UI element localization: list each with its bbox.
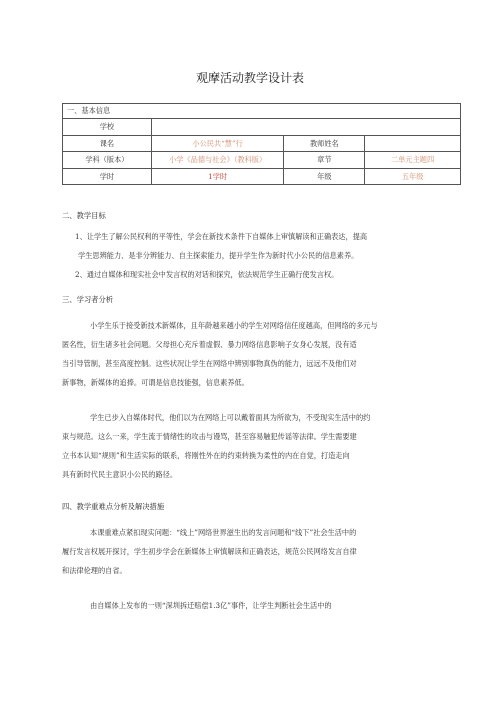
paragraph-line: 由自媒体上发布的一则“深圳拆迁赔偿1.3亿”事件，让学生判断社会生活中的 [90,601,332,610]
section-heading-key-difficulties: 四、教学重难点分析及解决措施 [62,502,165,511]
objective-line: 2、通过自媒体和现实社会中发言权的对话和探究，依法规范学生正确行使发言权。 [75,270,339,279]
objective-line: 1、让学生了解公民权利的平等性，学会在新技术条件下自媒体上审慎解读和正确表达，提高 [75,232,368,241]
hours-label: 学时 [63,168,152,185]
grade-label: 年级 [284,168,365,185]
paragraph-line: 新事物，新媒体的追捧。可谓是信息技能强，信息素养低。 [62,378,249,387]
school-label: 学校 [63,119,152,136]
paragraph-line: 小学生乐于接受新技术新媒体，且年龄越来越小的学生对网络信任度越高，但网络的多元与 [90,321,378,330]
paragraph-line: 束与规范。这么一来，学生流于情绪性的攻击与谩骂，甚至容易触犯传谣等法律。学生需要建 [62,432,357,441]
section-heading-learner-analysis: 三、学习者分析 [62,295,114,304]
page-title: 观摩活动教学设计表 [195,71,304,85]
basic-info-header: 一、基本信息 [63,104,461,119]
learner-analysis-paragraph-2 [62,408,462,484]
subject-label: 学科（版本） [63,152,152,169]
objective-line: 学生思辨能力、是非分辨能力、自主探索能力，提升学生作为新时代小公民的信息素养。 [78,251,359,260]
learner-analysis-paragraph-1 [62,316,462,392]
paragraph-line: 立书本认知“规则”和生活实际的联系，将刚性外在的约束转换为柔性的内在自觉，打造走向 [62,451,350,460]
paragraph-line: 学生已步入自媒体时代，他们以为在网络上可以戴着面具为所欲为，不受现实生活中的约 [90,413,371,422]
objectives-text [75,227,462,284]
section-heading-objectives: 二、教学目标 [62,211,106,220]
paragraph-line: 匿名性，衍生诸多社会问题。父母担心充斥着虚假、暴力网络信息影响子女身心发展，没有适 [62,340,357,349]
hours-value: 1学时 [151,168,284,185]
subject-value: 小学《品德与社会》（教科版） [151,152,284,169]
key-difficulties-paragraph-1 [62,523,462,580]
teacher-value [365,135,461,152]
paragraph-line: 履行发言权展开探讨，学生初步学会在新媒体上审慎解读和正确表达，规范公民网络发言自律 [62,547,357,556]
paragraph-line: 具有新时代民主意识小公民的路径。 [62,470,178,479]
lesson-label: 课名 [63,135,152,152]
paragraph-line: 本课重难点紧扣现实问题：“线上”网络世界滋生出的发言问题和“线下”社会生活中的 [90,528,357,537]
school-value [151,119,460,136]
paragraph-line: 当引导管制，甚至高度控制。这些状况让学生在网络中辨别事物真伪的能力，远远不及他们对 [62,359,357,368]
grade-value: 五年级 [365,168,461,185]
paragraph-line: 和法律伦理的自省。 [62,566,127,575]
key-difficulties-paragraph-2 [62,596,462,615]
chapter-label: 章节 [284,152,365,169]
basic-info-table [62,103,461,185]
teacher-label: 教师姓名 [284,135,365,152]
lesson-value: 小公民共“慧”行 [151,135,284,152]
chapter-value: 二单元主题四 [365,152,461,169]
